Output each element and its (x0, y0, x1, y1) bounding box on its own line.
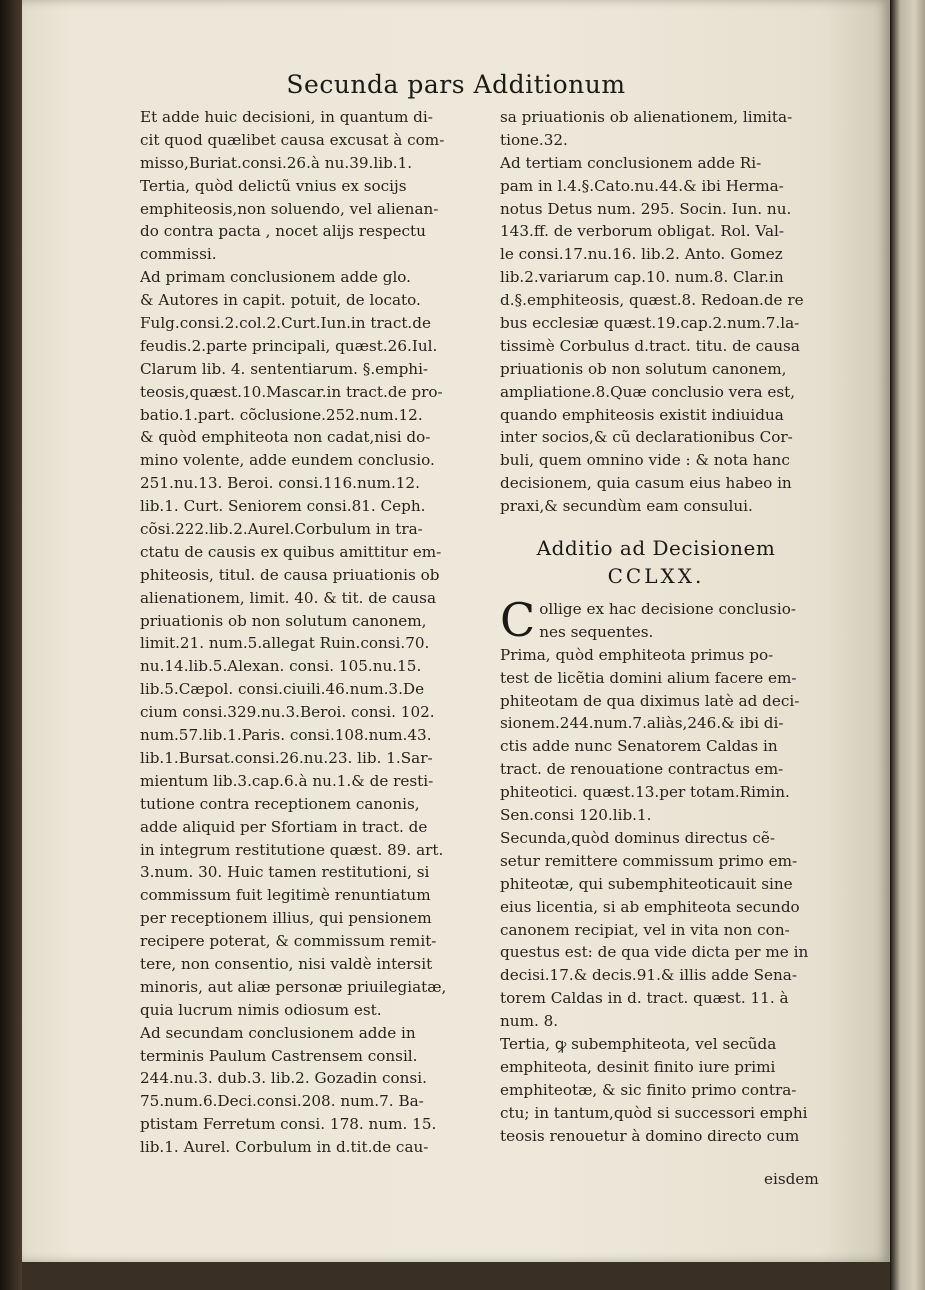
text-line: & Autores in capit. potuit, de locato. (140, 291, 421, 310)
text-line: phiteotam de qua diximus latè ad deci- (500, 691, 800, 710)
text-line: Secunda,quòd dominus directus cẽ- (500, 828, 776, 847)
section-heading-number: CCLXX. (607, 564, 705, 589)
text-line: & quòd emphiteota non cadat,nisi do- (140, 428, 431, 447)
text-line: 75.num.6.Deci.consi.208. num.7. Ba- (140, 1092, 424, 1111)
text-line: emphiteotæ, & sic finito primo contra- (500, 1080, 797, 1099)
text-line: setur remittere commissum primo em- (500, 851, 798, 870)
text-line: batio.1.part. cõclusione.252.num.12. (140, 405, 423, 424)
text-line: buli, quem omnino vide : & nota hanc (500, 451, 790, 470)
text-line: Tertia, quòd delictũ vnius ex socijs (140, 176, 407, 195)
catchword: eisdem (764, 1170, 819, 1188)
text-line: priuationis ob non solutum canonem, (140, 611, 427, 630)
text-line: do contra pacta , nocet alijs respectu (140, 222, 426, 241)
text-line: praxi,& secundùm eam consului. (500, 497, 753, 516)
text-line: num. 8. (500, 1012, 559, 1031)
text-line: bus ecclesiæ quæst.19.cap.2.num.7.la- (500, 314, 800, 333)
text-line: lib.2.variarum cap.10. num.8. Clar.in (500, 268, 784, 287)
text-line: Fulg.consi.2.col.2.Curt.Iun.in tract.de (140, 314, 431, 333)
text-line: ctu; in tantum,quòd si successori emphi (500, 1103, 808, 1122)
text-line: sionem.244.num.7.aliàs,246.& ibi di- (500, 714, 784, 733)
text-line: tract. de renouatione contractus em- (500, 760, 784, 779)
text-line: eius licentia, si ab emphiteota secundo (500, 897, 800, 916)
text-line: alienationem, limit. 40. & tit. de causa (140, 588, 437, 607)
text-line: decisionem, quia casum eius habeo in (500, 474, 792, 493)
section-heading (500, 534, 812, 590)
text-line: lib.1.Bursat.consi.26.nu.23. lib. 1.Sar- (140, 748, 433, 767)
text-line: torem Caldas in d. tract. quæst. 11. à (500, 989, 789, 1008)
section-heading-title: Additio ad Decisionem (536, 536, 776, 561)
text-line: priuationis ob non solutum canonem, (500, 359, 787, 378)
text-line: num.57.lib.1.Paris. consi.108.num.43. (140, 726, 432, 745)
text-line: 251.nu.13. Beroi. consi.116.num.12. (140, 474, 420, 493)
text-line: pam in l.4.§.Cato.nu.44.& ibi Herma- (500, 176, 784, 195)
text-line: questus est: de qua vide dicta per me in (500, 943, 809, 962)
text-line: ctatu de causis ex quibus amittitur em- (140, 542, 442, 561)
text-line: mino volente, adde eundem conclusio. (140, 451, 435, 470)
text-line: phiteotæ, qui subemphiteoticauit sine (500, 874, 793, 893)
drop-cap: C (500, 593, 536, 648)
text-line: teosis renouetur à domino directo cum (500, 1126, 800, 1145)
text-line: mientum lib.3.cap.6.à nu.1.& de resti- (140, 771, 434, 790)
text-line: notus Detus num. 295. Socin. Iun. nu. (500, 199, 792, 218)
text-line: emphiteota, desinit finito iure primi (500, 1057, 776, 1076)
text-line: test de licẽtia domini alium facere em- (500, 668, 797, 687)
text-line: commissum fuit legitimè renuntiatum (140, 886, 431, 905)
text-line: Ad secundam conclusionem adde in (140, 1023, 416, 1042)
text-line: Prima, quòd emphiteota primus po- (500, 645, 774, 664)
text-line: le consi.17.nu.16. lib.2. Anto. Gomez (500, 245, 783, 264)
text-line: limit.21. num.5.allegat Ruin.consi.70. (140, 634, 430, 653)
text-line: phiteotici. quæst.13.per totam.Rimin. (500, 783, 790, 802)
book-page (22, 0, 890, 1262)
right-column-top-text (500, 106, 812, 518)
text-line: nu.14.lib.5.Alexan. consi. 105.nu.15. (140, 657, 422, 676)
text-line: d.§.emphiteosis, quæst.8. Redoan.de re (500, 291, 804, 310)
text-line: Sen.consi 120.lib.1. (500, 806, 652, 825)
running-header: Secunda pars Additionum (286, 70, 626, 99)
text-line: misso,Buriat.consi.26.à nu.39.lib.1. (140, 153, 413, 172)
text-line: phiteosis, titul. de causa priuationis ob (140, 565, 440, 584)
text-line: 3.num. 30. Huic tamen restitutioni, si (140, 863, 430, 882)
next-page-edge (890, 0, 925, 1290)
text-line: lib.1. Aurel. Corbulum in d.tit.de cau- (140, 1138, 429, 1157)
text-line: decisi.17.& decis.91.& illis adde Sena- (500, 966, 797, 985)
text-line: lib.5.Cæpol. consi.ciuili.46.num.3.De (140, 680, 425, 699)
text-line: tione.32. (500, 130, 568, 149)
text-line: teosis,quæst.10.Mascar.in tract.de pro- (140, 382, 443, 401)
text-line: per receptionem illius, qui pensionem (140, 909, 432, 928)
right-text-column (500, 106, 812, 1147)
text-line: quando emphiteosis existit indiuidua (500, 405, 784, 424)
text-line: cit quod quælibet causa excusat à com- (140, 130, 445, 149)
right-column-bottom-text (500, 593, 812, 1147)
text-line: Clarum lib. 4. sententiarum. §.emphi- (140, 359, 429, 378)
text-line: in integrum restitutione quæst. 89. art. (140, 840, 444, 859)
text-line: Ad primam conclusionem adde glo. (140, 268, 412, 287)
text-line: emphiteosis,non soluendo, vel alienan- (140, 199, 439, 218)
text-line: canonem recipiat, vel in vita non con- (500, 920, 790, 939)
text-line: tissimè Corbulus d.tract. titu. de causa (500, 336, 800, 355)
left-binding-edge (0, 0, 22, 1290)
text-line: tere, non consentio, nisi valdè intersit (140, 954, 433, 973)
text-line: Ad tertiam conclusionem adde Ri- (500, 153, 762, 172)
left-text-column (140, 106, 477, 1159)
text-line: cõsi.222.lib.2.Aurel.Corbulum in tra- (140, 520, 423, 539)
text-line: commissi. (140, 245, 217, 264)
text-line: nes sequentes. (539, 622, 654, 641)
text-line: adde aliquid per Sfortiam in tract. de (140, 817, 428, 836)
text-line: inter socios,& cũ declarationibus Cor- (500, 428, 793, 447)
text-line: Et adde huic decisioni, in quantum di- (140, 108, 433, 126)
text-line: ptistam Ferretum consi. 178. num. 15. (140, 1115, 437, 1134)
text-line: terminis Paulum Castrensem consil. (140, 1046, 418, 1065)
text-line: Tertia, ꝙ subemphiteota, vel secũda (500, 1034, 777, 1053)
text-line: ampliatione.8.Quæ conclusio vera est, (500, 382, 796, 401)
text-line: ctis adde nunc Senatorem Caldas in (500, 737, 778, 756)
text-line: recipere poterat, & commissum remit- (140, 932, 437, 951)
text-line: ollige ex hac decisione conclusio- (539, 600, 796, 619)
text-line: feudis.2.parte principali, quæst.26.Iul. (140, 336, 438, 355)
text-line: tutione contra receptionem canonis, (140, 794, 420, 813)
text-line: cium consi.329.nu.3.Beroi. consi. 102. (140, 703, 435, 722)
text-line: lib.1. Curt. Seniorem consi.81. Ceph. (140, 497, 426, 516)
text-line: sa priuationis ob alienationem, limita- (500, 108, 793, 126)
text-line: quia lucrum nimis odiosum est. (140, 1000, 382, 1019)
text-line: minoris, aut aliæ personæ priuilegiatæ, (140, 977, 447, 996)
text-line: 244.nu.3. dub.3. lib.2. Gozadin consi. (140, 1069, 427, 1088)
text-line: 143.ff. de verborum obligat. Rol. Val- (500, 222, 785, 241)
